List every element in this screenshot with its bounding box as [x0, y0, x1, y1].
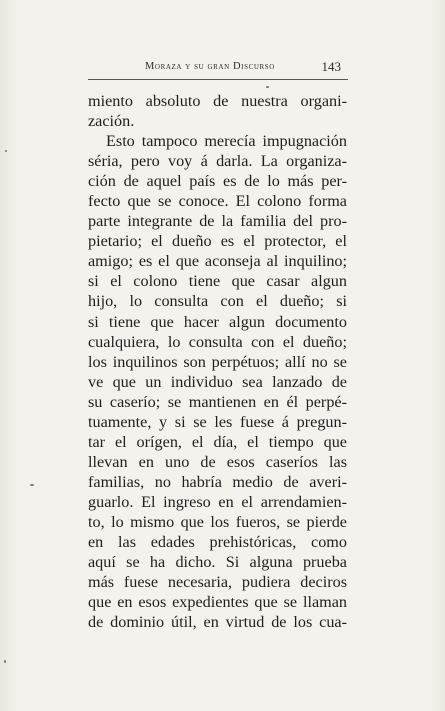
ink-speck — [30, 484, 34, 486]
text-line: ve que un individuo sea lanzado de — [88, 372, 347, 391]
text-line: de dominio útil, en virtud de los cua- — [88, 613, 347, 632]
text-line: amigo; es el que aconseja al inquilino; — [88, 252, 347, 271]
text-line: parte integrante de la familia del pro- — [88, 212, 347, 231]
text-line: Esto tampoco merecía impugnación — [106, 132, 347, 151]
text-line: fecto que se conoce. El colono forma — [88, 192, 347, 211]
text-line: to, lo mismo que los fueros, se pierde — [88, 512, 347, 531]
text-line: guarlo. El ingreso en el arrendamien- — [88, 492, 347, 511]
text-line: tuamente, y si se les fuese á pregun- — [88, 412, 347, 431]
running-title: Moraza y su gran Discurso — [145, 61, 275, 72]
text-line: ción de aquel país es de lo más per- — [88, 172, 347, 191]
text-line: aquí se ha dicho. Si alguna prueba — [88, 553, 347, 572]
header-rule — [88, 79, 348, 80]
page-number: 143 — [321, 59, 341, 74]
text-line: que en esos expedientes que se llaman — [88, 593, 347, 612]
text-line: si tiene que hacer algun documento — [88, 312, 347, 331]
body-text — [88, 91, 347, 632]
text-line: miento absoluto de nuestra organi- — [88, 92, 347, 110]
text-line: los inquilinos son perpétuos; allí no se — [88, 352, 347, 371]
text-line: en las edades prehistóricas, como — [88, 533, 347, 552]
text-line: más fuese necesaria, pudiera deciros — [88, 573, 347, 592]
text-line: hijo, lo consulta con el dueño; si — [88, 292, 347, 311]
running-header — [93, 59, 343, 75]
text-line: tar el orígen, el día, el tiempo que — [88, 432, 347, 451]
text-line: llevan en uno de esos caseríos las — [88, 452, 347, 471]
text-line: si el colono tiene que casar algun — [88, 272, 347, 291]
text-line: familias, no habría medio de averi- — [88, 472, 347, 491]
text-line: zación. — [88, 112, 135, 131]
ink-speck — [5, 150, 7, 152]
text-line: pietario; el dueño es el protector, el — [88, 232, 347, 251]
text-line: séria, pero voy á darla. La organiza- — [88, 152, 347, 171]
ink-speck — [266, 86, 269, 88]
ink-speck — [4, 660, 6, 663]
text-line: cualquiera, lo consulta con el dueño; — [88, 332, 347, 351]
text-line: su caserío; se mantienen en él perpé- — [88, 392, 347, 411]
